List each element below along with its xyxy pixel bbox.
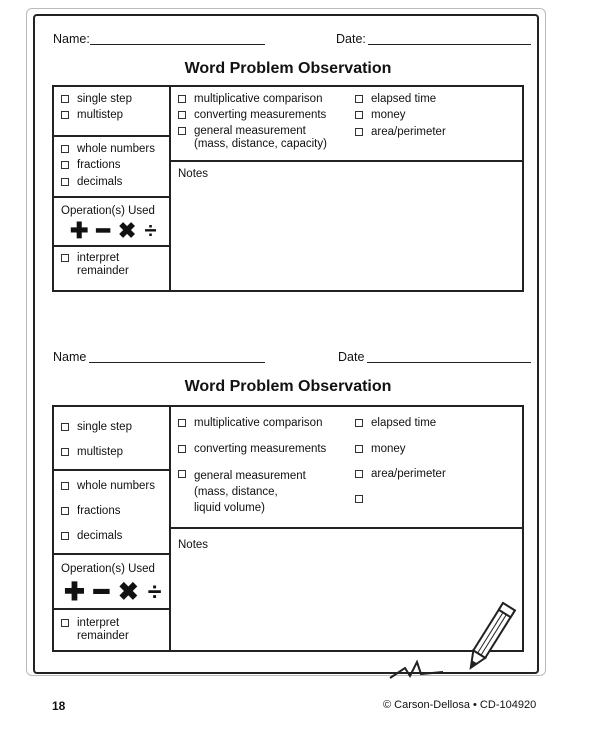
notes-label: Notes — [178, 168, 209, 180]
checkbox-icon[interactable] — [355, 95, 363, 103]
operations-label: Operation(s) Used — [61, 563, 155, 575]
checkbox-money[interactable]: money — [355, 109, 406, 122]
checkbox-icon[interactable] — [178, 111, 186, 119]
checkbox-whole-numbers[interactable]: whole numbers — [61, 143, 155, 156]
checkbox-interpret-remainder[interactable]: interpret remainder — [61, 252, 129, 278]
grid-divider — [52, 469, 170, 471]
checkbox-multiplicative-comparison[interactable]: multiplicative comparison — [178, 93, 322, 106]
checkbox-icon[interactable] — [355, 128, 363, 136]
checkbox-decimals[interactable]: decimals — [61, 176, 122, 189]
pencil-icon — [385, 598, 545, 688]
grid-divider — [52, 245, 170, 247]
date-field[interactable] — [368, 44, 531, 45]
checkbox-icon[interactable] — [61, 178, 69, 186]
checkbox-icon[interactable] — [61, 95, 69, 103]
checkbox-icon[interactable] — [61, 619, 69, 627]
checkbox-icon[interactable] — [61, 507, 69, 515]
checkbox-single-step[interactable]: single step — [61, 93, 132, 106]
checkbox-area-perimeter[interactable]: area/perimeter — [355, 468, 446, 481]
name-label: Name: — [53, 32, 90, 46]
grid-divider — [169, 160, 524, 162]
grid-divider — [52, 608, 170, 610]
squiggle-line — [390, 662, 443, 678]
pencil-shape — [465, 603, 515, 671]
page-number: 18 — [52, 699, 66, 713]
checkbox-interpret-remainder[interactable]: interpret remainder — [61, 617, 129, 643]
checkbox-icon[interactable] — [355, 495, 363, 503]
date-field[interactable] — [367, 362, 531, 363]
checkbox-multistep[interactable]: multistep — [61, 109, 123, 122]
operations-label: Operation(s) Used — [61, 205, 155, 217]
checkbox-icon[interactable] — [61, 161, 69, 169]
form-title: Word Problem Observation — [184, 60, 392, 77]
grid-divider — [52, 135, 170, 137]
grid-divider — [169, 527, 524, 529]
form-title: Word Problem Observation — [184, 378, 392, 395]
checkbox-icon[interactable] — [355, 470, 363, 478]
checkbox-icon[interactable] — [178, 127, 186, 135]
name-field[interactable] — [89, 362, 265, 363]
date-label: Date: — [336, 32, 366, 46]
grid-divider — [169, 85, 171, 292]
checkbox-general-measurement[interactable]: general measurement (mass, distance, liquid volume) — [178, 468, 306, 516]
checkbox-icon[interactable] — [61, 111, 69, 119]
checkbox-icon[interactable] — [178, 419, 186, 427]
notes-label: Notes — [178, 539, 209, 551]
name-field[interactable] — [90, 44, 265, 45]
checkbox-area-perimeter[interactable]: area/perimeter — [355, 126, 446, 139]
copyright: © Carson-Dellosa • CD-104920 — [383, 699, 537, 711]
checkbox-multiplicative-comparison[interactable]: multiplicative comparison — [178, 417, 322, 430]
checkbox-fractions[interactable]: fractions — [61, 159, 120, 172]
checkbox-icon[interactable] — [61, 254, 69, 262]
checkbox-fractions[interactable]: fractions — [61, 505, 120, 518]
checkbox-multistep[interactable]: multistep — [61, 446, 123, 459]
grid-divider — [52, 196, 170, 198]
checkbox-elapsed-time[interactable]: elapsed time — [355, 93, 436, 106]
checkbox-blank[interactable] — [355, 493, 371, 503]
checkbox-icon[interactable] — [61, 448, 69, 456]
checkbox-single-step[interactable]: single step — [61, 421, 132, 434]
operations-symbols: ✚ ━ ✖ ÷ — [64, 578, 163, 606]
checkbox-money[interactable]: money — [355, 443, 406, 456]
checkbox-icon[interactable] — [61, 423, 69, 431]
checkbox-icon[interactable] — [355, 445, 363, 453]
checkbox-icon[interactable] — [61, 145, 69, 153]
checkbox-whole-numbers[interactable]: whole numbers — [61, 480, 155, 493]
checkbox-icon[interactable] — [178, 470, 186, 478]
grid-divider — [52, 553, 170, 555]
checkbox-icon[interactable] — [61, 482, 69, 490]
checkbox-icon[interactable] — [355, 111, 363, 119]
checkbox-icon[interactable] — [178, 95, 186, 103]
checkbox-icon[interactable] — [355, 419, 363, 427]
checkbox-decimals[interactable]: decimals — [61, 530, 122, 543]
operations-symbols: ✚ ━ ✖ ÷ — [70, 218, 158, 243]
checkbox-icon[interactable] — [178, 445, 186, 453]
checkbox-elapsed-time[interactable]: elapsed time — [355, 417, 436, 430]
date-label: Date — [338, 350, 365, 364]
checkbox-converting-measurements[interactable]: converting measurements — [178, 109, 326, 122]
checkbox-icon[interactable] — [61, 532, 69, 540]
name-label: Name — [53, 350, 87, 364]
checkbox-converting-measurements[interactable]: converting measurements — [178, 443, 326, 456]
checkbox-general-measurement[interactable]: general measurement (mass, distance, capacity) — [178, 125, 327, 151]
